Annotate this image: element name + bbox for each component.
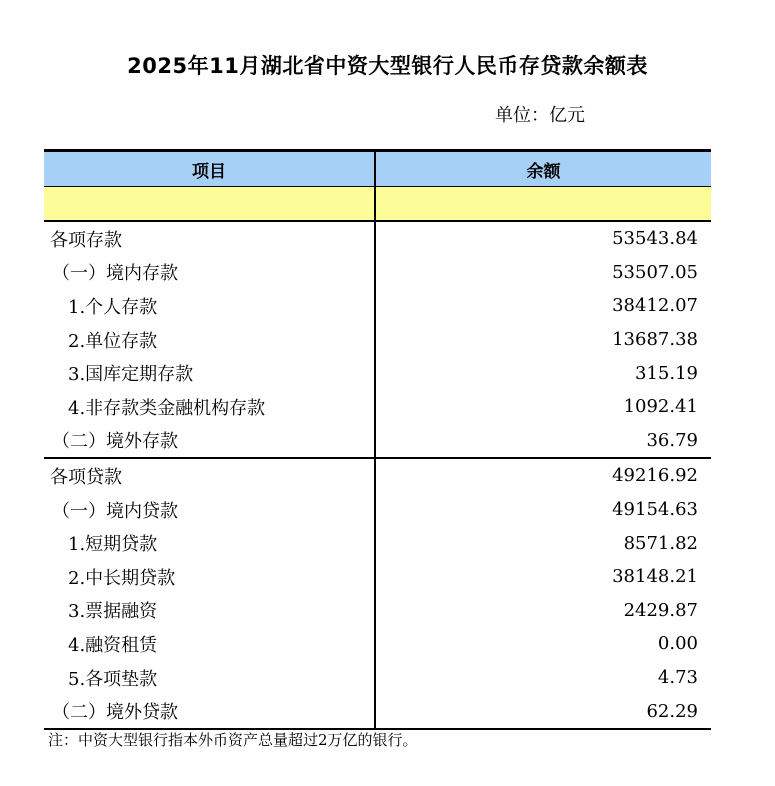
highlight-row	[44, 187, 711, 222]
row-value: 53507.05	[612, 261, 698, 283]
table-row	[44, 661, 711, 695]
highlight-cell-balance	[376, 187, 711, 220]
row-label: 2.单位存款	[44, 323, 376, 357]
table-row	[44, 356, 711, 390]
row-value: 49154.63	[612, 499, 698, 521]
row-value: 49216.92	[612, 465, 698, 487]
table-row	[44, 694, 711, 728]
row-value: 36.79	[646, 429, 698, 451]
header-balance: 余额	[526, 161, 561, 182]
row-value: 4.73	[657, 667, 698, 689]
table-row	[44, 390, 711, 424]
balance-table	[44, 149, 711, 730]
row-value: 315.19	[635, 362, 698, 384]
row-label: 1.个人存款	[44, 289, 376, 323]
table-row	[44, 289, 711, 323]
unit-label: 单位：亿元	[495, 105, 585, 126]
row-value: 13687.38	[612, 329, 698, 351]
row-value: 8571.82	[623, 532, 698, 554]
row-label: （一）境内贷款	[44, 493, 376, 527]
deposits-group	[44, 222, 711, 459]
table-row	[44, 627, 711, 661]
row-label: 各项贷款	[44, 459, 376, 493]
table-row	[44, 222, 711, 256]
row-value: 38148.21	[612, 566, 698, 588]
row-label: （二）境外贷款	[44, 694, 376, 728]
row-value: 53543.84	[612, 228, 698, 250]
header-item: 项目	[44, 152, 376, 186]
row-label: （一）境内存款	[44, 256, 376, 290]
row-value: 38412.07	[612, 295, 698, 317]
row-label: （二）境外存款	[44, 424, 376, 458]
table-row	[44, 493, 711, 527]
table-row	[44, 526, 711, 560]
row-value: 2429.87	[623, 599, 698, 621]
table-header	[44, 152, 711, 187]
loans-group	[44, 459, 711, 730]
row-label: 5.各项垫款	[44, 661, 376, 695]
row-label: 各项存款	[44, 222, 376, 256]
table-row	[44, 256, 711, 290]
row-value: 62.29	[646, 700, 698, 722]
table-row	[44, 323, 711, 357]
table-row	[44, 424, 711, 458]
row-value: 0.00	[657, 633, 698, 655]
footnote: 注：中资大型银行指本外币资产总量超过2万亿的银行。	[48, 731, 418, 749]
highlight-cell-item	[44, 187, 376, 220]
row-label: 4.非存款类金融机构存款	[44, 390, 376, 424]
row-label: 1.短期贷款	[44, 526, 376, 560]
table-row	[44, 594, 711, 628]
row-label: 3.票据融资	[44, 594, 376, 628]
row-label: 4.融资租赁	[44, 627, 376, 661]
page-title: 2025年11月湖北省中资大型银行人民币存贷款余额表	[127, 54, 648, 78]
table-row	[44, 459, 711, 493]
row-label: 2.中长期贷款	[44, 560, 376, 594]
row-label: 3.国库定期存款	[44, 356, 376, 390]
row-value: 1092.41	[623, 396, 698, 418]
table-row	[44, 560, 711, 594]
